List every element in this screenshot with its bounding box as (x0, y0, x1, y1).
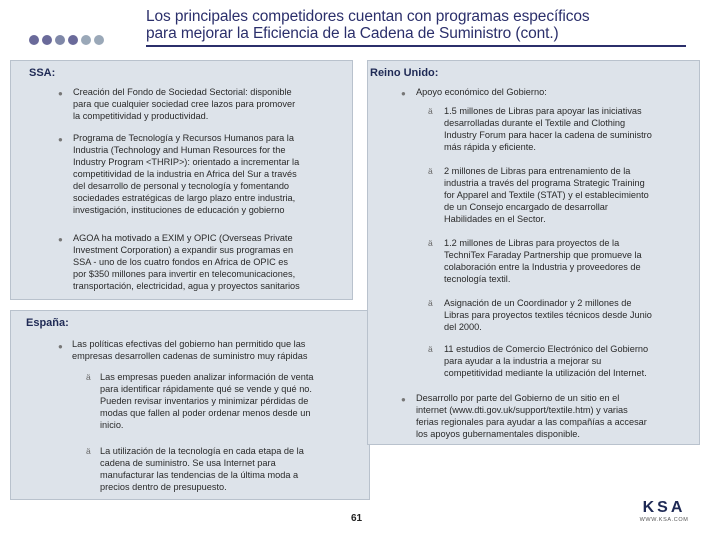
page-number: 61 (351, 513, 363, 524)
ru-subitem-2 (444, 165, 649, 225)
logo-mark: KSA (642, 499, 686, 516)
text-line: 1.5 millones de Libras para apoyar las iniciativas (444, 106, 642, 116)
text-line: del 2000. (444, 322, 482, 332)
ru-item-2 (416, 392, 647, 440)
ssa-item-1 (73, 86, 295, 122)
arrow-icon: ä (428, 106, 433, 116)
logo-subtext: WWW.KSA.COM (639, 517, 689, 523)
ssa-item-2 (73, 132, 299, 216)
text-line: empresas desarrollen cadenas de suministro muy rápidas (72, 351, 308, 361)
title-line-1: Los principales competidores cuentan con programas específicos (146, 8, 590, 25)
text-line: Las empresas pueden analizar información de venta (100, 372, 314, 382)
ru-subitem-3 (444, 237, 642, 285)
text-line: for Apparel and Textile (STAT) y el establecimiento (444, 190, 649, 200)
dot (68, 35, 78, 45)
espana-subitem-1 (100, 371, 313, 431)
ru-item-1 (416, 86, 547, 98)
text-line: transportación, electricidad, agua y proyectos sanitarios (73, 281, 300, 291)
text-line: de un Consejo encargado de desarrollar (444, 202, 608, 212)
text-line: Industry Forum para hacer la cadena de suministro (444, 130, 652, 140)
text-line: para ayudar a la industria a mejorar su (444, 356, 602, 366)
text-line: 2 millones de Libras para entrenamiento de la (444, 166, 631, 176)
text-line: Creación del Fondo de Sociedad Sectorial: disponible (73, 87, 292, 97)
text-line: SSA - uno de los cuatro fondos en Africa de OPIC es (73, 257, 289, 267)
text-line: ferias regionales para ayudar a las compañías a accesar (416, 417, 647, 427)
bullet-icon: ● (401, 89, 406, 98)
text-line: modas que fallen al poder ordenar menos desde un (100, 408, 311, 418)
text-line: los apoyos gubernamentales disponible. (416, 429, 580, 439)
text-line: Industria (Technology and Human Resources for the (73, 145, 286, 155)
text-line: Libras para proyectos textiles técnicos desde Junio (444, 310, 652, 320)
bullet-icon: ● (401, 395, 406, 404)
reino-unido-heading: Reino Unido: (370, 67, 439, 79)
text-line: más rápida y eficiente. (444, 142, 536, 152)
page-title (146, 8, 706, 42)
text-line: 11 estudios de Comercio Electrónico del Gobierno (444, 344, 649, 354)
text-line: precios dentro de presupuesto. (100, 482, 227, 492)
text-line: Apoyo económico del Gobierno: (416, 87, 547, 97)
ssa-item-3 (73, 232, 300, 292)
bullet-icon: ● (58, 342, 63, 351)
text-line: tecnología textil. (444, 274, 511, 284)
text-line: para identificar rápidamente qué se vende y qué no. (100, 384, 312, 394)
text-line: la competitividad y productividad. (73, 111, 209, 121)
text-line: Pueden revisar inventarios y minimizar pérdidas de (100, 396, 309, 406)
arrow-icon: ä (428, 238, 433, 248)
espana-heading: España: (26, 317, 69, 329)
bullet-icon: ● (58, 235, 63, 244)
dot (94, 35, 104, 45)
text-line: del desarrollo de personal y tecnología y fomentando (73, 181, 290, 191)
arrow-icon: ä (428, 344, 433, 354)
text-line: Programa de Tecnología y Recursos Humanos para la (73, 133, 294, 143)
espana-subitem-2 (100, 445, 304, 493)
arrow-icon: ä (428, 166, 433, 176)
decorative-dots (28, 34, 128, 46)
text-line: TechniTex Faraday Partnership que promueve la (444, 250, 642, 260)
arrow-icon: ä (86, 372, 91, 382)
text-line: Habilidades en el Sector. (444, 214, 546, 224)
text-line: industria a través del programa Strategic Training (444, 178, 645, 188)
dot (55, 35, 65, 45)
text-line: colaboración entre la Industria y proveedores de (444, 262, 641, 272)
text-line: por $350 millones para invertir en telecomunicaciones, (73, 269, 296, 279)
dot (42, 35, 52, 45)
text-line: Investment Corporation) a expandir sus programas en (73, 245, 294, 255)
title-divider (146, 45, 686, 47)
title-line-2: para mejorar la Eficiencia de la Cadena de Suministro (cont.) (146, 25, 559, 42)
text-line: investigación, instituciones de educación y gobierno (73, 205, 285, 215)
ru-subitem-5 (444, 343, 648, 379)
ru-subitem-4 (444, 297, 652, 333)
text-line: Asignación de un Coordinador y 2 millones de (444, 298, 632, 308)
arrow-icon: ä (428, 298, 433, 308)
dot (29, 35, 39, 45)
arrow-icon: ä (86, 446, 91, 456)
text-line: competitividad mediante la utilización del Internet. (444, 368, 647, 378)
text-line: manufacturar las tendencias de la última moda a (100, 470, 299, 480)
bullet-icon: ● (58, 89, 63, 98)
bullet-icon: ● (58, 135, 63, 144)
ssa-heading: SSA: (29, 67, 56, 79)
ru-subitem-1 (444, 105, 652, 153)
text-line: cadena de suministro. Se usa Internet para (100, 458, 276, 468)
text-line: competitividad de la industria en Africa del Sur a través (73, 169, 297, 179)
text-line: 1.2 millones de Libras para proyectos de la (444, 238, 620, 248)
ksa-logo (620, 500, 708, 524)
text-line: Industry Program <THRIP>): orientado a incrementar la (73, 157, 300, 167)
text-line: La utilización de la tecnología en cada etapa de la (100, 446, 304, 456)
text-line: Las políticas efectivas del gobierno han permitido que las (72, 339, 306, 349)
espana-item (72, 338, 307, 362)
dot (81, 35, 91, 45)
text-line: internet (www.dti.gov.uk/support/textile.htm) y varias (416, 405, 628, 415)
text-line: sociedades estratégicas de largo plazo entre industria, (73, 193, 296, 203)
text-line: Desarrollo por parte del Gobierno de un sitio en el (416, 393, 620, 403)
text-line: desarrolladas durante el Textile and Clothing (444, 118, 626, 128)
text-line: inicio. (100, 420, 124, 430)
text-line: AGOA ha motivado a EXIM y OPIC (Overseas Private (73, 233, 293, 243)
text-line: para que cualquier sociedad cree lazos para promover (73, 99, 296, 109)
